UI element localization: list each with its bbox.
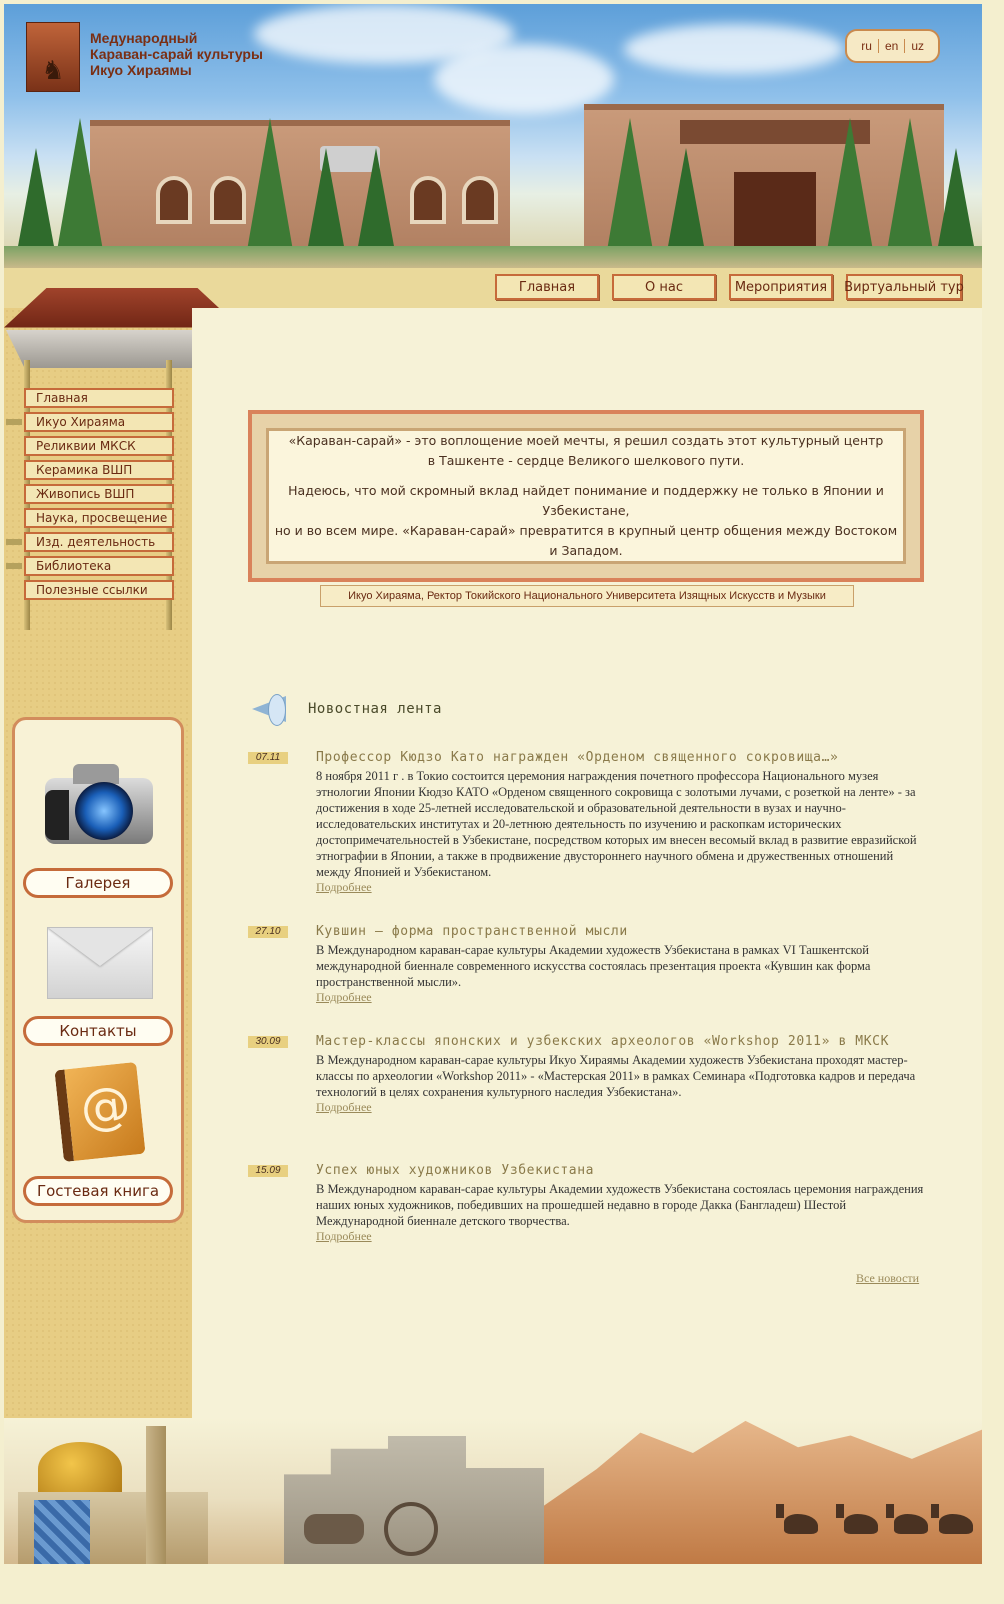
footer-landscape [4,1418,982,1564]
header-banner [4,4,982,268]
news-more-link[interactable]: Подробнее [316,880,372,894]
all-news-link[interactable]: Все новости [856,1271,920,1285]
news-text: В Международном караван-сарае культуры Академии художеств Узбекистана состоялась церемония награждения наших юных художников, победивших на прошедшей недавно в городе Дакка (Бангладеш) Шестой Международной биеннале детского творчества. [316,1182,924,1228]
side-menu-publishing[interactable] [24,532,174,552]
news-text: 8 ноября 2011 г . в Токио состоится церемония награждения почетного профессора Национального музея этнологии Японии Кюдзо КАТО «Орденом священного сокровища с золотыми лучами, с розеткой на ленте» - за достижения в ходе 25-летней исследовательской и образовательной деятельности в вузах и научно-исследовательских институтах и 20-летнюю деятельность по изучению и раскопкам исторических достопримечательностей в Узбекистане, посредством которых им внесен весомый вклад в развитие евразийской этнографии в Японии, а также в продвижение двустороннего научного обмена и дружественных отношений между Японией и Узбекистаном. [316,769,917,879]
side-menu-home[interactable] [24,388,174,408]
mosque-dome [38,1442,122,1496]
news-date: 30.09 [248,1036,288,1048]
quote-line: но и во всем мире. «Караван-сарай» превратится в крупный центр общения между Востоком и Западом. [274,523,898,558]
founder-quote-frame [248,410,924,582]
news-feed-header [248,692,442,726]
quote-author: Икуо Хираяма, Ректор Токийского Национального Университета Изящных Искусств и Музыки [320,585,854,607]
minaret [146,1426,166,1564]
news-headline-link[interactable]: Успех юных художников Узбекистана [316,1163,595,1178]
brand-line: Икуо Хираямы [90,62,192,78]
top-nav-events[interactable]: Мероприятия [729,274,833,300]
mosque-portal [34,1500,90,1564]
address-book-icon[interactable]: @ [54,1062,145,1162]
news-more-link[interactable]: Подробнее [316,1100,372,1114]
logo-camel-icon[interactable]: ♞ [26,22,80,92]
desert-dunes [544,1418,982,1564]
cloud [624,24,844,74]
news-feed-title: Новостная лента [308,701,442,717]
side-menu [24,388,174,604]
language-switcher [845,29,940,63]
side-menu-ikuo-hirayama[interactable] [24,412,174,432]
contacts-button[interactable]: Контакты [23,1016,173,1046]
lang-en-link[interactable]: en [878,39,904,53]
quote-line: в Ташкенте - сердце Великого шелкового пути. [427,453,745,468]
news-headline-link[interactable]: Кувшин – форма пространственной мысли [316,924,628,939]
top-nav-home[interactable]: Главная [495,274,599,300]
news-headline-link[interactable]: Мастер-классы японских и узбекских археологов «Workshop 2011» в МКСК [316,1034,890,1049]
envelope-icon[interactable] [47,927,153,999]
news-more-link[interactable]: Подробнее [316,1229,372,1243]
menu-peg [6,563,22,569]
news-text: В Международном караван-сарае культуры Академии художеств Узбекистана в рамках VI Ташкентской международной биеннале современного искусства состоялась презентация проекта «Кувшин как форма пространственной мысли». [316,943,871,989]
side-menu-label: Полезные ссылки [36,583,148,597]
news-text: В Международном караван-сарае культуры Икуо Хираямы Академии художеств Узбекистана проходят мастер-классы по археологии «Workshop 2011» - «Мастерская 2011» в рамках Семинара «Подготовка кадров и передача технологий в целях сохранения культурного наследия Узбекистана». [316,1053,916,1099]
megaphone-icon [248,692,290,726]
gallery-button[interactable]: Галерея [23,868,173,898]
brand-line: Караван-сарай культуры [90,46,263,62]
news-date: 27.10 [248,926,288,938]
side-menu-label: Главная [36,391,88,405]
side-menu-label: Живопись ВШП [36,487,135,501]
side-menu-ceramics[interactable] [24,460,174,480]
guestbook-button[interactable]: Гостевая книга [23,1176,173,1206]
side-menu-label: Наука, просвещение [36,511,168,525]
ground [4,246,982,268]
lang-ru-link[interactable]: ru [861,39,872,53]
sidebar-widget-panel [12,717,184,1223]
news-headline-link[interactable]: Профессор Кюдзо Като награжден «Орденом священного сокровища…» [316,750,839,765]
brand-line: Медународный [90,30,198,46]
news-date: 15.09 [248,1165,288,1177]
lang-uz-link[interactable]: uz [904,39,930,53]
news-more-link[interactable]: Подробнее [316,990,372,1004]
top-nav-about[interactable]: О нас [612,274,716,300]
side-menu-links[interactable] [24,580,174,600]
side-menu-relics[interactable] [24,436,174,456]
news-date: 07.11 [248,752,288,764]
side-menu-label: Керамика ВШП [36,463,133,477]
site-brand[interactable] [90,30,263,78]
building-left [90,120,510,256]
donkey-cart [304,1488,454,1564]
side-menu-painting[interactable] [24,484,174,504]
quote-line: Надеюсь, что мой скромный вклад найдет понимание и поддержку не только в Японии и Узбекистане, [288,483,884,518]
menu-peg [6,419,22,425]
side-menu-label: Изд. деятельность [36,535,156,549]
side-menu-label: Библиотека [36,559,112,573]
side-menu-science[interactable] [24,508,174,528]
side-menu-label: Реликвии МКСК [36,439,136,453]
menu-peg [6,539,22,545]
quote-line: «Караван-сарай» - это воплощение моей мечты, я решил создать этот культурный центр [288,433,884,448]
camera-icon[interactable] [45,760,153,846]
founder-quote [266,428,906,564]
side-menu-label: Икуо Хираяма [36,415,126,429]
top-nav-virtual-tour[interactable]: Виртуальный тур [846,274,962,300]
side-menu-library[interactable] [24,556,174,576]
